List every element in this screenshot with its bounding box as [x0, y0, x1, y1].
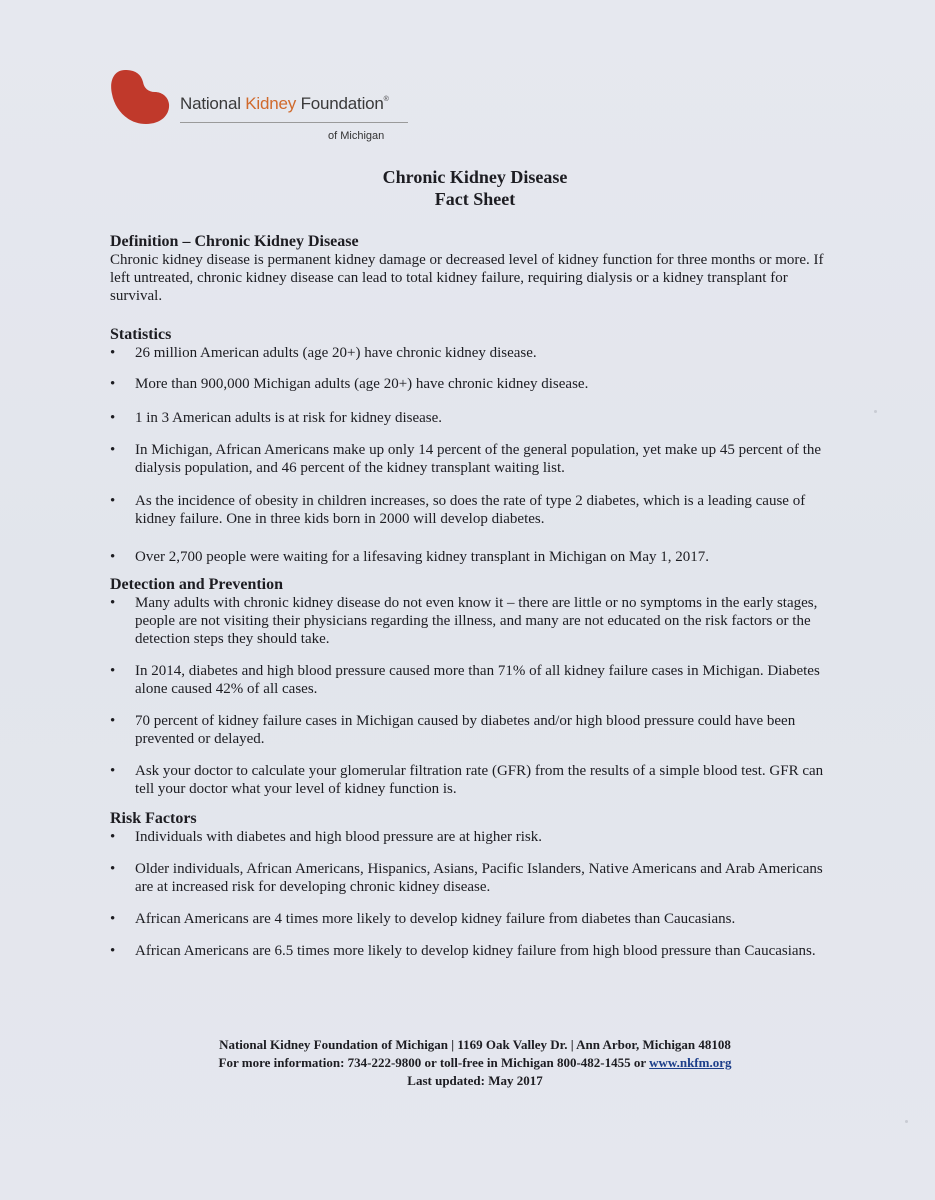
document-title [0, 166, 935, 210]
footer-last-updated: Last updated: May 2017 [407, 1073, 543, 1088]
logo-divider [180, 122, 408, 123]
document-body [110, 232, 840, 960]
risk-factors-heading: Risk Factors [110, 810, 197, 827]
list-item: • In Michigan, African Americans make up only 14 percent of the general population, yet make up 45 percent of the dialysis population, and 46 percent of the kidney transplant waiting list. [110, 441, 840, 477]
risk-factors-list [110, 828, 840, 960]
list-item: • African Americans are 6.5 times more likely to develop kidney failure from high blood pressure than Caucasians. [110, 942, 840, 960]
organization-name: National Kidney Foundation® [180, 94, 389, 113]
definition-heading: Definition – Chronic Kidney Disease [110, 233, 359, 250]
statistics-list [110, 344, 840, 566]
organization-subtitle: of Michigan [328, 130, 385, 142]
detection-heading: Detection and Prevention [110, 576, 284, 593]
list-item: • More than 900,000 Michigan adults (age 20+) have chronic kidney disease. [110, 375, 840, 393]
list-item: • In 2014, diabetes and high blood pressure caused more than 71% of all kidney failure cases in Michigan. Diabetes alone caused 42% of all cases. [110, 662, 840, 698]
footer [0, 1036, 935, 1090]
paper-speck [905, 1120, 908, 1123]
detection-list [110, 594, 840, 798]
list-item: • Ask your doctor to calculate your glomerular filtration rate (GFR) from the results of a simple blood test. GFR can tell your doctor what your level of kidney function is. [110, 762, 840, 798]
footer-address: National Kidney Foundation of Michigan | 1169 Oak Valley Dr. | Ann Arbor, Michigan 48108 [219, 1037, 731, 1052]
paper-speck [874, 410, 877, 413]
list-item: • 70 percent of kidney failure cases in Michigan caused by diabetes and/or high blood pressure could have been prevented or delayed. [110, 712, 840, 748]
kidney-logo-icon [108, 66, 172, 130]
list-item: • As the incidence of obesity in children increases, so does the rate of type 2 diabetes, which is a leading cause of kidney failure. One in three kids born in 2000 will develop diabetes. [110, 492, 840, 528]
statistics-heading: Statistics [110, 326, 172, 343]
list-item: • 26 million American adults (age 20+) have chronic kidney disease. [110, 344, 840, 362]
title-line-2: Fact Sheet [434, 189, 516, 209]
title-line-1: Chronic Kidney Disease [382, 167, 568, 187]
list-item: • Individuals with diabetes and high blood pressure are at higher risk. [110, 828, 840, 846]
nkf-logo [108, 66, 428, 150]
website-link[interactable]: www.nkfm.org [649, 1055, 732, 1070]
list-item: • African Americans are 4 times more likely to develop kidney failure from diabetes than Caucasians. [110, 910, 840, 928]
list-item: • Older individuals, African Americans, Hispanics, Asians, Pacific Islanders, Native Americans and Arab Americans are at increased risk for developing chronic kidney disease. [110, 860, 840, 896]
footer-contact: For more information: 734-222-9800 or toll-free in Michigan 800-482-1455 or www.nkfm.org [218, 1055, 732, 1070]
list-item: • Over 2,700 people were waiting for a lifesaving kidney transplant in Michigan on May 1, 2017. [110, 548, 840, 566]
definition-text: Chronic kidney disease is permanent kidney damage or decreased level of kidney function for three months or more. If left untreated, chronic kidney disease can lead to total kidney failure, requiring dialysis or a kidney transplant for survival. [110, 252, 824, 304]
list-item: • Many adults with chronic kidney disease do not even know it – there are little or no symptoms in the early stages, people are not visiting their physicians regarding the illness, and many are not educated on the risk factors or the detection steps they should take. [110, 594, 840, 648]
list-item: • 1 in 3 American adults is at risk for kidney disease. [110, 409, 840, 427]
